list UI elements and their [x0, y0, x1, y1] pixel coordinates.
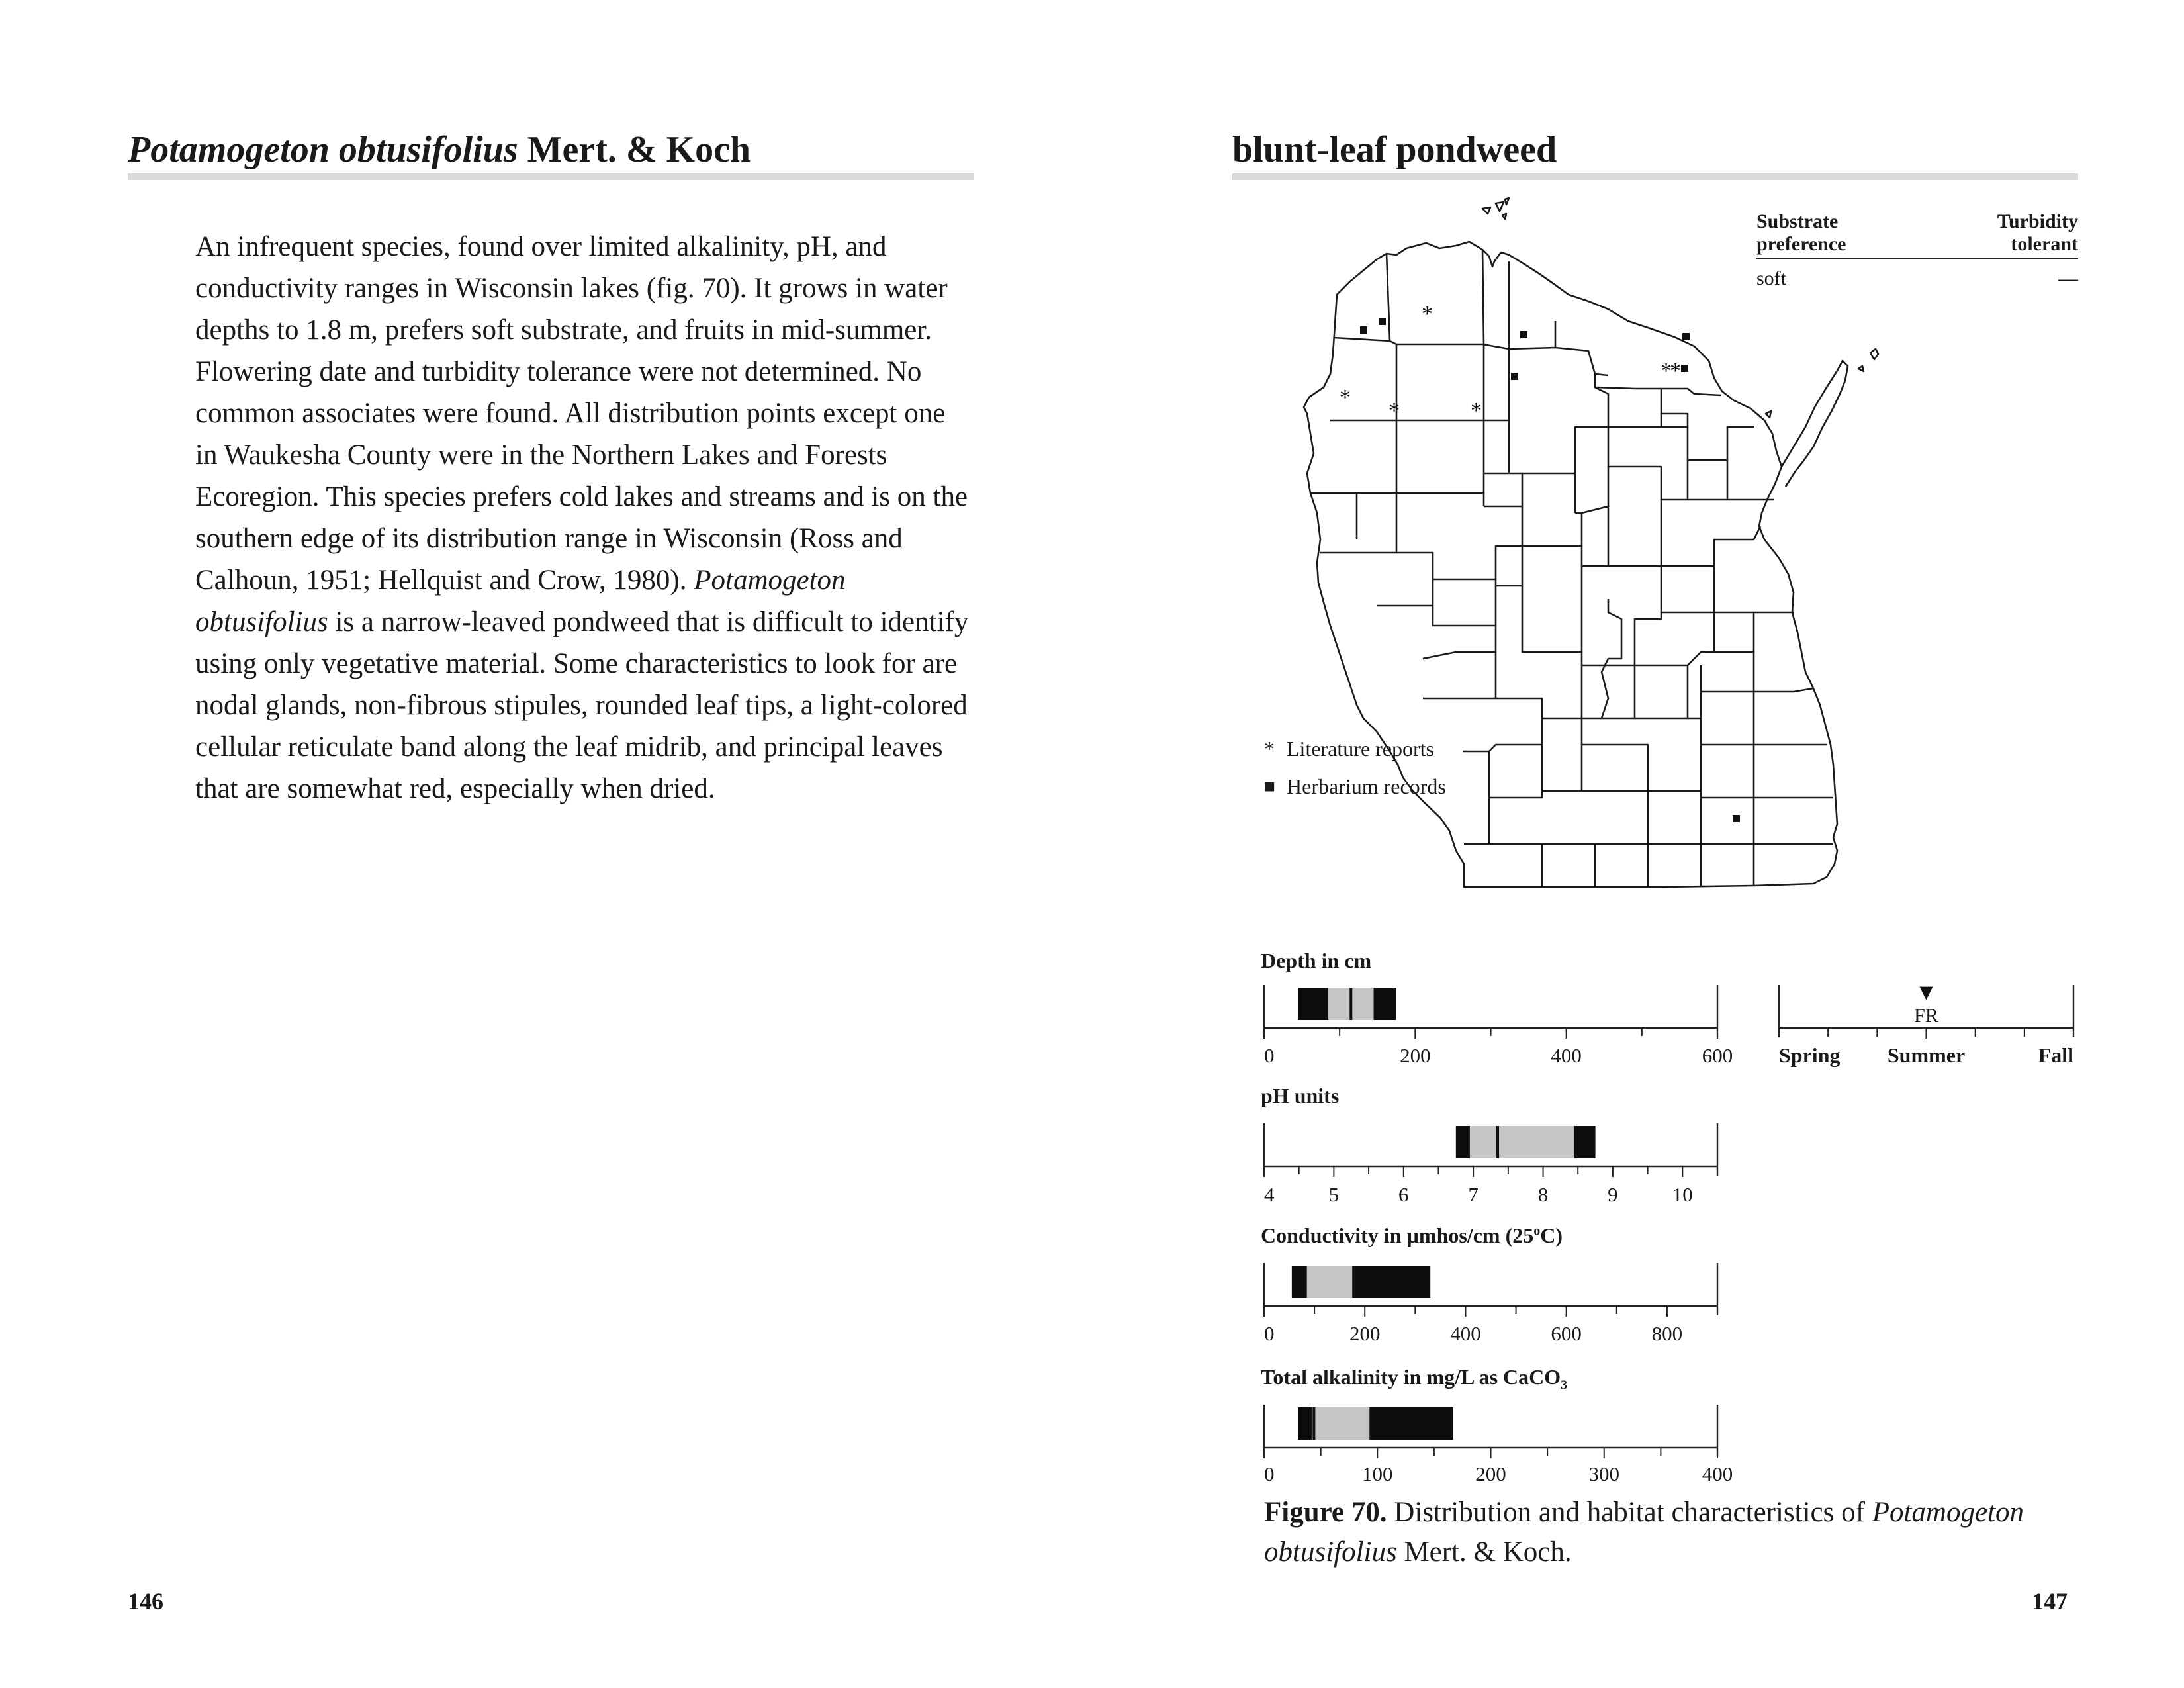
alkalinity-inner-range-bar	[1312, 1407, 1369, 1440]
conductivity-chart-title	[1261, 1223, 1563, 1248]
legend-herbarium-label: Herbarium records	[1287, 774, 1446, 798]
islands	[1482, 198, 1878, 418]
substrate-header-line-2: preference	[1756, 233, 1846, 255]
ph-tick-label: 10	[1672, 1183, 1693, 1206]
ph-tick-label: 9	[1608, 1183, 1618, 1206]
depth-tick-label: 200	[1400, 1044, 1431, 1067]
description-species-name: Potamogeton obtusifolius	[195, 565, 846, 637]
alkalinity-tick-label: 300	[1588, 1462, 1619, 1485]
asterisk-icon: *	[1264, 737, 1275, 761]
alkalinity-tick-label: 100	[1362, 1462, 1393, 1485]
conductivity-tick-label: 400	[1450, 1322, 1481, 1345]
description-part-2: is a narrow-leaved pondweed that is difficult to identify using only vegetative material. Some characteristics to look for are nodal glands, non-fibrous stipules, rounded leaf tips, a light-colored cellular reticulate band along the leaf midrib, and principal leaves that are somewhat red, especially when dried.	[195, 606, 969, 804]
phenology-season-label: Spring	[1779, 1043, 1841, 1067]
legend-literature	[1264, 737, 1446, 761]
legend-herbarium	[1264, 774, 1446, 799]
conductivity-tick-label: 200	[1349, 1322, 1381, 1345]
conductivity-title-suffix: C)	[1540, 1223, 1563, 1247]
alkalinity-tick-label: 0	[1264, 1462, 1275, 1485]
wisconsin-county-map	[1291, 195, 2005, 937]
ph-tick-label: 4	[1264, 1183, 1275, 1206]
left-page-number: 146	[128, 1588, 163, 1615]
alkalinity-title-prefix: Total alkalinity in mg/L as CaCO	[1261, 1365, 1561, 1389]
depth-tick-label: 600	[1702, 1044, 1733, 1067]
conductivity-title-degree: o	[1533, 1223, 1541, 1239]
conductivity-tick-label: 800	[1651, 1322, 1683, 1345]
turbidity-value: —	[2058, 267, 2078, 289]
left-title-author: Mert. & Koch	[518, 129, 751, 170]
literature-report-points	[1340, 302, 1681, 423]
depth-tick-label: 400	[1551, 1044, 1582, 1067]
turbidity-header-line-1: Turbidity	[1997, 211, 2078, 232]
svg-text:*: *	[1670, 359, 1681, 383]
door-peninsula	[1782, 361, 1848, 487]
ph-inner-range-bar	[1470, 1126, 1574, 1158]
svg-text:*: *	[1661, 359, 1672, 383]
caption-text: Distribution and habitat characteristics of	[1387, 1497, 1872, 1528]
turbidity-header	[1997, 211, 2078, 256]
svg-text:*: *	[1471, 399, 1482, 423]
legend-literature-label: Literature reports	[1287, 737, 1434, 761]
alkalinity-tick-label: 200	[1475, 1462, 1506, 1485]
depth-chart-title: Depth in cm	[1261, 949, 1372, 972]
left-title-rule	[128, 173, 974, 180]
caption-species-1: Potamogeton	[1872, 1497, 2025, 1528]
caption-species-2: obtusifolius	[1264, 1536, 1397, 1568]
description-part-1: An infrequent species, found over limited alkalinity, pH, and conductivity ranges in Wisconsin lakes (fig. 70). It grows in water depths to 1.8 m, prefers soft substrate, and fruits in mid-summer. Flowering date and turbidity tolerance were not determined. No common associates were found. All distribution points except one in Waukesha County were in the Northern Lakes and Forests Ecoregion. This species prefers cold lakes and streams and is on the southern edge of its distribution range in Wisconsin (Ross and Calhoun, 1951; Hellquist and Crow, 1980).	[195, 231, 968, 596]
fruiting-marker-label: FR	[1914, 1005, 1938, 1027]
depth-tick-label: 0	[1264, 1044, 1275, 1067]
alkalinity-outer-range-bar	[1298, 1407, 1453, 1440]
fruiting-marker-icon: ▼	[1915, 980, 1938, 1005]
filled-square-icon: ■	[1264, 776, 1275, 797]
right-title-rule	[1232, 173, 2078, 180]
conductivity-outer-range-bar	[1292, 1266, 1430, 1298]
conductivity-inner-range-bar	[1307, 1266, 1353, 1298]
svg-text:*: *	[1422, 302, 1433, 326]
right-page-title: blunt-leaf pondweed	[1232, 129, 1557, 170]
ph-tick-label: 7	[1468, 1183, 1479, 1206]
conductivity-tick-label: 0	[1264, 1322, 1275, 1345]
svg-text:*: *	[1388, 399, 1400, 423]
caption-label: Figure 70.	[1264, 1497, 1387, 1528]
svg-text:*: *	[1340, 385, 1351, 410]
conductivity-title-prefix: Conductivity in µmhos/cm (25	[1261, 1223, 1534, 1247]
phenology-season-label: Summer	[1887, 1043, 1966, 1067]
ph-outer-range-bar	[1456, 1126, 1596, 1158]
depth-inner-range-bar	[1328, 988, 1373, 1020]
ph-chart-title: pH units	[1261, 1084, 1340, 1107]
caption-author: Mert. & Koch.	[1396, 1536, 1572, 1568]
ph-tick-label: 6	[1398, 1183, 1409, 1206]
alkalinity-chart-title	[1261, 1365, 1567, 1393]
phenology-season-label: Fall	[2038, 1043, 2073, 1067]
species-description	[195, 226, 970, 810]
substrate-value: soft	[1756, 267, 1786, 289]
substrate-header-line-1: Substrate	[1756, 211, 1839, 232]
alkalinity-tick-label: 400	[1702, 1462, 1733, 1485]
ph-tick-label: 8	[1537, 1183, 1549, 1206]
depth-outer-range-bar	[1298, 988, 1396, 1020]
map-legend	[1264, 737, 1446, 799]
conductivity-tick-label: 600	[1551, 1322, 1582, 1345]
right-page-number: 147	[2032, 1588, 2068, 1615]
figure-caption	[1264, 1493, 2085, 1572]
turbidity-header-line-2: tolerant	[2011, 233, 2078, 255]
ph-tick-label: 5	[1328, 1183, 1340, 1206]
left-title-species: Potamogeton obtusifolius	[128, 129, 518, 170]
left-page-title	[128, 131, 751, 168]
alkalinity-title-subscript: 3	[1561, 1378, 1568, 1393]
